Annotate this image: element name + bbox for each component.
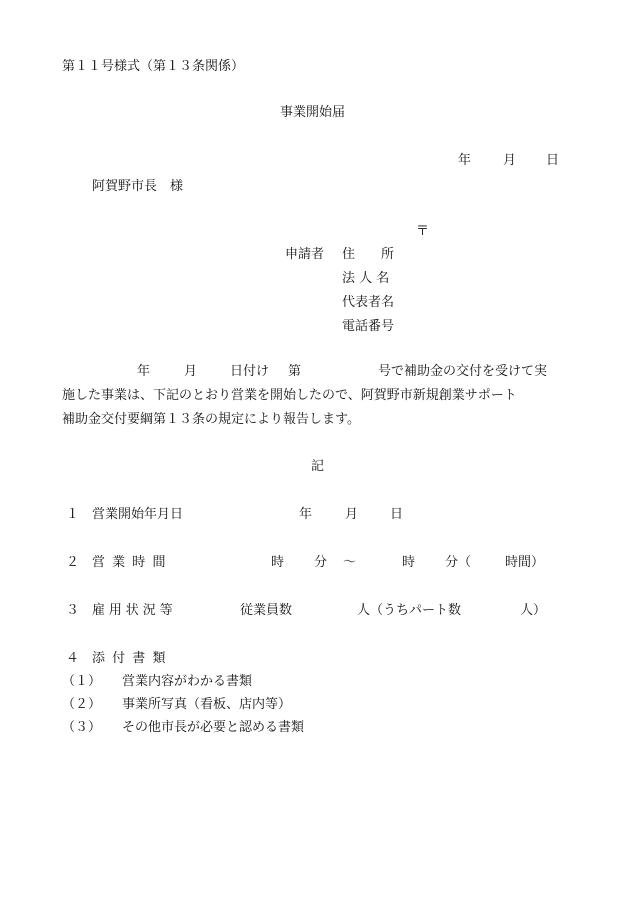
- item2-hour2: 時: [402, 555, 416, 570]
- ki-heading: 記: [311, 459, 325, 474]
- item2-label: 営業時間: [92, 555, 173, 570]
- document-title: 事業開始届: [280, 105, 346, 120]
- item3-number: ３: [66, 603, 80, 618]
- body-day: 日付け: [230, 364, 270, 379]
- attachment-2-number: （２）: [62, 697, 102, 712]
- item1-number: １: [66, 507, 80, 522]
- item1-label: 営業開始年月日: [92, 507, 184, 522]
- date-year: 年: [458, 153, 472, 168]
- item2-hours: 時間）: [505, 555, 545, 570]
- item3-label: 雇用状況等: [92, 603, 177, 618]
- body-month: 月: [184, 364, 198, 379]
- item4-number: ４: [66, 651, 80, 666]
- item1-day: 日: [390, 507, 404, 522]
- item1-year: 年: [299, 507, 313, 522]
- item3-person-open: 人（うちパート数: [357, 603, 462, 618]
- addressee: 阿賀野市長 様: [92, 179, 184, 194]
- phone-label: 電話番号: [342, 319, 395, 334]
- item2-hour1: 時: [271, 555, 285, 570]
- body-number: 第: [288, 364, 302, 379]
- postal-mark: 〒: [416, 224, 430, 239]
- body-line1-rest: 号で補助金の交付を受けて実: [378, 364, 548, 379]
- item2-number: ２: [66, 555, 80, 570]
- attachment-3-text: その他市長が必要と認める書類: [122, 720, 305, 735]
- item4-label: 添付書類: [92, 651, 173, 666]
- body-line2: 施した事業は、下記のとおり営業を開始したので、阿賀野市新規創業サポート: [62, 388, 517, 403]
- body-year: 年: [137, 364, 151, 379]
- item2-tilde: ～: [343, 555, 357, 570]
- form-number: 第１１号様式（第１３条関係）: [62, 59, 245, 74]
- date-day: 日: [546, 153, 560, 168]
- attachment-1-number: （１）: [62, 674, 102, 689]
- item2-minute1: 分: [314, 555, 328, 570]
- attachment-3-number: （３）: [62, 720, 102, 735]
- item3-person-close: 人）: [520, 603, 547, 618]
- item3-employees: 従業員数: [240, 603, 293, 618]
- address-label: 住 所: [342, 247, 395, 262]
- item2-minute2: 分（: [445, 555, 472, 570]
- applicant-label: 申請者: [285, 247, 325, 262]
- body-line3: 補助金交付要綱第１３条の規定により報告します。: [62, 412, 360, 427]
- attachment-2-text: 事業所写真（看板、店内等）: [122, 697, 292, 712]
- attachment-1-text: 営業内容がわかる書類: [122, 674, 253, 689]
- corporation-name-label: 法 人 名: [342, 271, 390, 286]
- item1-month: 月: [345, 507, 359, 522]
- representative-label: 代表者名: [342, 295, 395, 310]
- date-month: 月: [503, 153, 517, 168]
